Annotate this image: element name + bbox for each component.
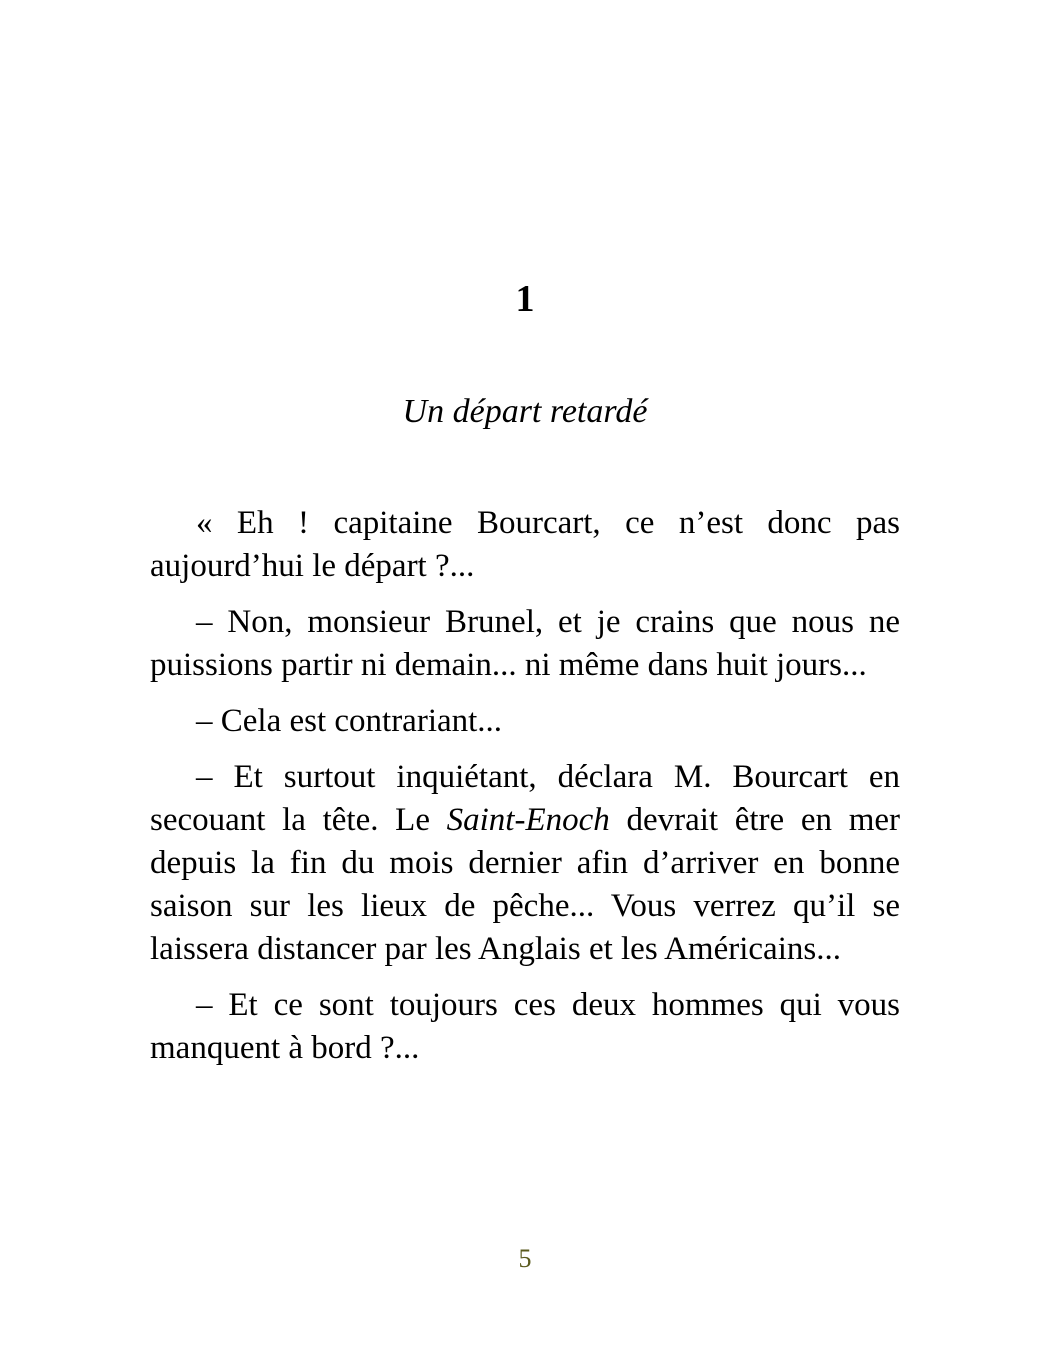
paragraph: « Eh ! capitaine Bourcart, ce n’est donc pas aujourd’hui le départ ?... [150, 505, 900, 584]
paragraph [150, 756, 900, 971]
paragraph: – Cela est contrariant... [196, 703, 503, 739]
paragraph: – Et ce sont toujours ces deux hommes qui vous manquent à bord ?... [150, 987, 900, 1066]
page-number: 5 [518, 1244, 532, 1273]
paragraph-text: – Et surtout inquiétant, déclara M. Bourcart en secouant la tête. Le [150, 759, 900, 838]
paragraph: – Non, monsieur Brunel, et je crains que nous ne puissions partir ni demain... ni même dans huit jours... [150, 604, 900, 683]
chapter-number: 1 [515, 278, 535, 320]
paragraph-text: devrait être en mer depuis la fin du mois dernier afin d’arriver en bonne saison sur les lieux de pêche... Vous verrez qu’il se laissera distancer par les Anglais et les Américains... [150, 802, 900, 967]
ship-name-emphasis: Saint-Enoch [446, 802, 610, 838]
chapter-title: Un départ retardé [402, 393, 648, 430]
chapter-text [150, 502, 900, 1083]
